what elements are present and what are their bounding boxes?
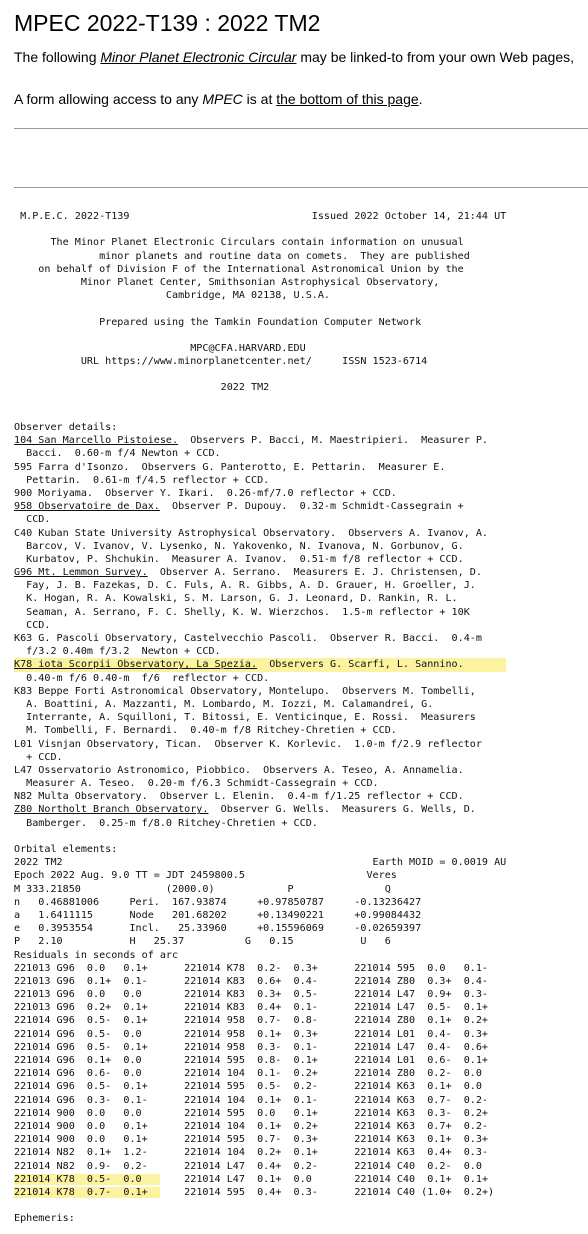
circular-line: 900 Moriyama. Observer Y. Ikari. 0.26-mf/7.0 reflector + CCD. bbox=[14, 487, 397, 499]
observatory-link[interactable]: K78 iota Scorpii Observatory, La Spezia. bbox=[14, 659, 258, 671]
circular-line: 104 San Marcello Pistoiese. Observers P. Bacci, M. Maestripieri. Measurer P. bbox=[14, 435, 489, 447]
circular-line: 221014 G96 0.6- 0.0 221014 104 0.1- 0.2+ 221014 Z80 0.2- 0.0 bbox=[14, 1068, 482, 1080]
circular-line: 221014 G96 0.5- 0.0 221014 958 0.1+ 0.3+ 221014 L01 0.4- 0.3+ bbox=[14, 1028, 489, 1040]
form-text-end: . bbox=[418, 91, 423, 107]
circular-line: 221014 G96 0.5- 0.1+ 221014 958 0.7- 0.8- 221014 Z80 0.1+ 0.2+ bbox=[14, 1015, 489, 1027]
circular-line: Epoch 2022 Aug. 9.0 TT = JDT 2459800.5 Veres bbox=[14, 870, 397, 882]
circular-line: CCD. bbox=[14, 514, 51, 526]
circular-line: K. Hogan, R. A. Kowalski, S. M. Larson, G. J. Leonard, D. Rankin, R. L. bbox=[14, 593, 458, 605]
circular-line: Prepared using the Tamkin Foundation Computer Network bbox=[14, 316, 422, 328]
circular-line: 221014 G96 0.5- 0.1+ 221014 958 0.3- 0.1- 221014 L47 0.4- 0.6+ bbox=[14, 1041, 489, 1053]
circular-line: 221014 900 0.0 0.1+ 221014 595 0.7- 0.3+ 221014 K63 0.1+ 0.3+ bbox=[14, 1134, 489, 1146]
circular-line: Measurer A. Teseo. 0.20-m f/6.3 Schmidt-Cassegrain + CCD. bbox=[14, 778, 379, 790]
circular-line: Barcov, V. Ivanov, V. Lysenko, N. Yakovenko, N. Ivanova, N. Gorbunov, G. bbox=[14, 540, 464, 552]
circular-line bbox=[14, 329, 506, 342]
observatory-link[interactable]: G96 Mt. Lemmon Survey. bbox=[14, 567, 148, 579]
observatory-link[interactable]: Z80 Northolt Branch Observatory. bbox=[14, 804, 209, 816]
observatory-link[interactable]: 958 Observatoire de Dax. bbox=[14, 501, 160, 513]
circular-line: CCD. bbox=[14, 619, 51, 631]
circular-line: 958 Observatoire de Dax. Observer P. Dupouy. 0.32-m Schmidt-Cassegrain + bbox=[14, 501, 464, 513]
circular-line: The Minor Planet Electronic Circulars contain information on unusual bbox=[14, 237, 464, 249]
intro-text: The following bbox=[14, 49, 101, 65]
circular-line: 221014 G96 0.1+ 0.0 221014 595 0.8- 0.1+ 221014 L01 0.6- 0.1+ bbox=[14, 1055, 489, 1066]
circular-line: Pettarin. 0.61-m f/4.5 reflector + CCD. bbox=[14, 474, 270, 486]
intro-line bbox=[14, 48, 574, 66]
form-access-line bbox=[14, 90, 423, 108]
circular-line bbox=[14, 302, 506, 315]
circular-line: Kurbatov, P. Shchukin. Measurer A. Ivanov. 0.51-m f/8 reflector + CCD. bbox=[14, 553, 464, 565]
circular-line: e 0.3953554 Incl. 25.33960 +0.15596069 -0.02659397 bbox=[14, 923, 422, 935]
circular-line: Observer details: bbox=[14, 422, 118, 433]
circular-line: Ephemeris: bbox=[14, 1213, 75, 1225]
circular-line bbox=[14, 223, 506, 236]
circular-line: M.P.E.C. 2022-T139 Issued 2022 October 14, 21:44 UT bbox=[14, 211, 507, 222]
circular-line: Seaman, A. Serrano, F. C. Shelly, K. W. Wierzchos. 1.5-m reflector + 10K bbox=[14, 606, 470, 618]
circular-line: 2022 TM2 bbox=[14, 382, 270, 394]
circular-line bbox=[14, 395, 506, 408]
form-text: A form allowing access to any bbox=[14, 91, 203, 107]
circular-line: A. Boattini, A. Mazzanti, M. Lombardo, M. Iozzi, M. Calamandrei, G. bbox=[14, 698, 434, 710]
divider-bottom bbox=[14, 187, 588, 188]
circular-line: K63 G. Pascoli Observatory, Castelvecchio Pascoli. Observer R. Bacci. 0.4-m bbox=[14, 633, 482, 644]
circular-line: K78 iota Scorpii Observatory, La Spezia. Observers G. Scarfi, L. Sannino. bbox=[14, 658, 506, 671]
circular-line: 221013 G96 0.2+ 0.1+ 221014 K83 0.4+ 0.1- 221014 L47 0.5- 0.1+ bbox=[14, 1002, 489, 1014]
circular-line: 221014 N82 0.9- 0.2- 221014 L47 0.4+ 0.2- 221014 C40 0.2- 0.0 bbox=[14, 1160, 482, 1172]
circular-line: Bamberger. 0.25-m f/8.0 Ritchey-Chretien + CCD. bbox=[14, 817, 318, 829]
circular-line: 221013 G96 0.0 0.1+ 221014 K78 0.2- 0.3+ 221014 595 0.0 0.1- bbox=[14, 962, 489, 974]
page-title: MPEC 2022-T139 : 2022 TM2 bbox=[14, 10, 321, 36]
circular-line: Cambridge, MA 02138, U.S.A. bbox=[14, 290, 331, 302]
circular-line: 2022 TM2 Earth MOID = 0.0019 AU bbox=[14, 857, 507, 869]
circular-line: minor planets and routine data on comets. They are published bbox=[14, 250, 470, 262]
circular-line: G96 Mt. Lemmon Survey. Observer A. Serrano. Measurers E. J. Christensen, D. bbox=[14, 567, 482, 579]
circular-line: MPC@CFA.HARVARD.EDU bbox=[14, 342, 306, 354]
form-text-mid: is at bbox=[242, 91, 277, 107]
circular-lines bbox=[14, 210, 506, 1225]
circular-line: 221014 K78 0.5- 0.0 221014 L47 0.1+ 0.0 221014 C40 0.1+ 0.1+ bbox=[14, 1173, 489, 1185]
circular-line: f/3.2 0.40m f/3.2 Newton + CCD. bbox=[14, 646, 221, 658]
observatory-link[interactable]: 104 San Marcello Pistoiese. bbox=[14, 435, 179, 447]
circular-line: 221014 K78 0.7- 0.1+ 221014 595 0.4+ 0.3- 221014 C40 (1.0+ 0.2+) bbox=[14, 1186, 495, 1198]
circular-line bbox=[14, 408, 506, 421]
circular-line: L01 Visnjan Observatory, Tican. Observer K. Korlevic. 1.0-m f/2.9 reflector bbox=[14, 738, 482, 750]
k78-residual-highlight: 221014 K78 0.7- 0.1+ bbox=[14, 1186, 160, 1198]
circular-line: Bacci. 0.60-m f/4 Newton + CCD. bbox=[14, 448, 221, 460]
circular-line bbox=[14, 368, 506, 381]
circular-line: 221014 900 0.0 0.0 221014 595 0.0 0.1+ 221014 K63 0.3- 0.2+ bbox=[14, 1107, 489, 1119]
circular-line: N82 Multa Observatory. Observer L. Elenin. 0.4-m f/1.25 reflector + CCD. bbox=[14, 791, 464, 803]
circular-line: 595 Farra d'Isonzo. Observers G. Panterotto, E. Pettarin. Measurer E. bbox=[14, 461, 446, 473]
circular-text bbox=[14, 210, 506, 1225]
k78-residual-highlight: 221014 K78 0.5- 0.0 bbox=[14, 1173, 160, 1185]
circular-line: Minor Planet Center, Smithsonian Astrophysical Observatory, bbox=[14, 276, 440, 288]
circular-line: M. Tombelli, F. Bernardi. 0.40-m f/8 Ritchey-Chretien + CCD. bbox=[14, 725, 397, 737]
circular-line: on behalf of Division F of the International Astronomical Union by the bbox=[14, 263, 464, 275]
circular-line: Residuals in seconds of arc bbox=[14, 949, 179, 961]
circular-line: Interrante, A. Squilloni, T. Bitossi, E. Venticinque, E. Rossi. Measurers bbox=[14, 712, 476, 724]
circular-line: 221014 G96 0.3- 0.1- 221014 104 0.1+ 0.1- 221014 K63 0.7- 0.2- bbox=[14, 1094, 489, 1106]
circular-line: Fay, J. B. Fazekas, D. C. Fuls, A. R. Gibbs, A. D. Grauer, H. Groeller, J. bbox=[14, 580, 476, 592]
bottom-of-page-link[interactable]: the bottom of this page bbox=[276, 91, 419, 107]
circular-line: K83 Beppe Forti Astronomical Observatory, Montelupo. Observers M. Tombelli, bbox=[14, 685, 476, 697]
mpec-abbrev: MPEC bbox=[202, 91, 243, 107]
circular-line: URL https://www.minorplanetcenter.net/ ISSN 1523-6714 bbox=[14, 356, 428, 368]
circular-line: 0.40-m f/6 0.40-m f/6 reflector + CCD. bbox=[14, 672, 270, 684]
circular-line: L47 Osservatorio Astronomico, Piobbico. Observers A. Teseo, A. Annamelia. bbox=[14, 764, 464, 776]
circular-line: Z80 Northolt Branch Observatory. Observer G. Wells. Measurers G. Wells, D. bbox=[14, 804, 476, 816]
circular-line: P 2.10 H 25.37 G 0.15 U 6 bbox=[14, 936, 391, 948]
intro-text-end: may be linked-to from your own Web pages, bbox=[296, 49, 575, 65]
circular-line: 221014 G96 0.5- 0.1+ 221014 595 0.5- 0.2- 221014 K63 0.1+ 0.0 bbox=[14, 1081, 482, 1093]
circular-line: 221014 900 0.0 0.1+ 221014 104 0.1+ 0.2+ 221014 K63 0.7+ 0.2- bbox=[14, 1120, 489, 1132]
circular-line: a 1.6411115 Node 201.68202 +0.13490221 +0.99084432 bbox=[14, 909, 422, 921]
circular-line: 221014 N82 0.1+ 1.2- 221014 104 0.2+ 0.1+ 221014 K63 0.4+ 0.3- bbox=[14, 1147, 489, 1159]
circular-line: M 333.21850 (2000.0) P Q bbox=[14, 883, 391, 895]
circular-line: + CCD. bbox=[14, 751, 63, 763]
circular-line: 221013 G96 0.1+ 0.1- 221014 K83 0.6+ 0.4- 221014 Z80 0.3+ 0.4- bbox=[14, 975, 489, 987]
circular-line bbox=[14, 830, 506, 843]
circular-line: n 0.46881006 Peri. 167.93874 +0.97850787 -0.13236427 bbox=[14, 896, 422, 908]
circular-line: Orbital elements: bbox=[14, 844, 118, 855]
circular-line bbox=[14, 1199, 506, 1212]
mpec-link[interactable]: Minor Planet Electronic Circular bbox=[100, 49, 297, 65]
circular-line: 221013 G96 0.0 0.0 221014 K83 0.3+ 0.5- 221014 L47 0.9+ 0.3- bbox=[14, 989, 489, 1001]
divider-top bbox=[14, 128, 588, 129]
circular-line: C40 Kuban State University Astrophysical Observatory. Observers A. Ivanov, A. bbox=[14, 527, 489, 539]
